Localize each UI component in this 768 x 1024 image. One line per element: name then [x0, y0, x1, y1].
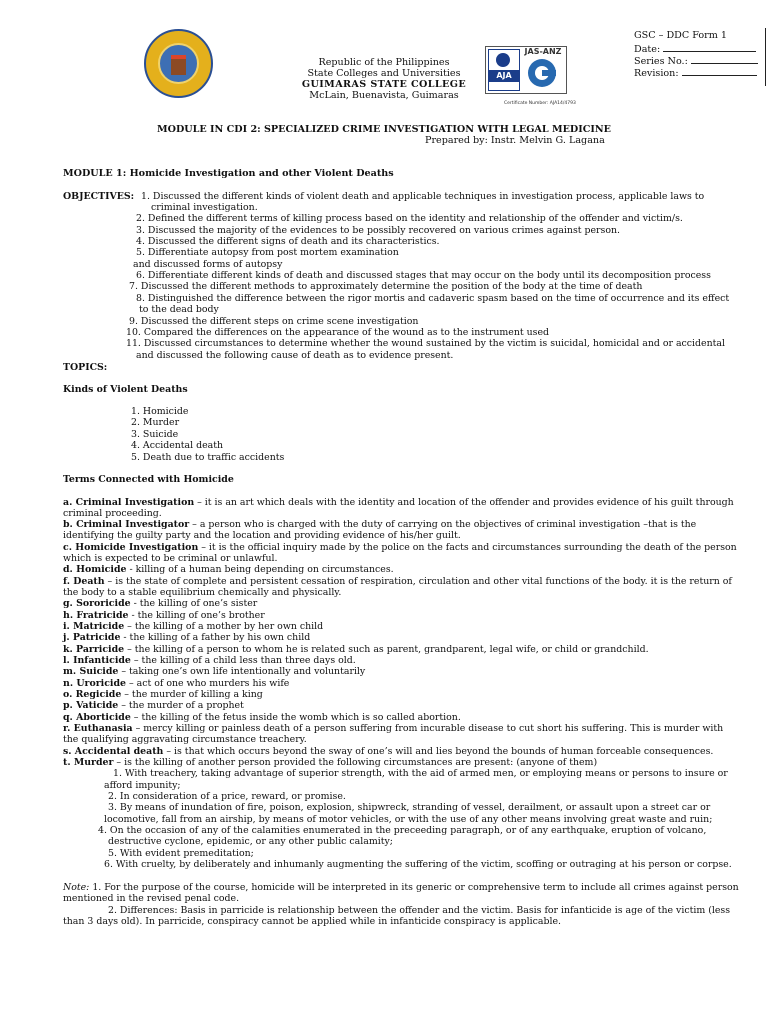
cert-number: Certificate Number: AJA14/4793	[504, 101, 576, 106]
term-line: identifying the guilty party and the location and providing evidence of his/her guilt.	[63, 530, 461, 541]
header-address: McLain, Buenavista, Guimaras	[309, 90, 459, 101]
objective-item: 9. Discussed the different steps on crime scene investigation	[129, 316, 419, 327]
term-line: l. Infanticide – the killing of a child less than three days old.	[63, 655, 356, 666]
term-line: c. Homicide Investigation – it is the official inquiry made by the police on the facts and circumstances surrounding the death of the person	[63, 542, 737, 553]
objective-item: criminal investigation.	[151, 202, 258, 213]
term-line: m. Suicide – taking one’s own life intentionally and voluntarily	[63, 666, 366, 677]
circumstance-line: 5. With evident premeditation;	[108, 848, 254, 859]
objective-item: 7. Discussed the different methods to approximately determine the position of the body at the time of death	[129, 281, 643, 292]
term-line: j. Patricide - the killing of a father by his own child	[63, 632, 311, 643]
objective-item: 1. Discussed the different kinds of violent death and applicable techniques in investigation process, applicable laws to	[141, 191, 705, 202]
kind-item: 5. Death due to traffic accidents	[131, 452, 285, 463]
term-line: f. Death – is the state of complete and persistent cessation of respiration, circulation and other vital functions of the body. it is the return of	[63, 576, 732, 587]
objectives-label: OBJECTIVES:	[63, 191, 135, 202]
circumstance-line: locomotive, fall from an airship, by means of motor vehicles, or with the use of any other means involving great waste and ruin;	[104, 814, 713, 825]
note-label: Note:	[63, 882, 90, 893]
objective-item: and discussed the following cause of death as to evidence present.	[136, 350, 454, 361]
term-line: k. Parricide – the killing of a person to whom he is related such as parent, grandparent, legal wife, or child or grandchild.	[63, 644, 649, 655]
term-line: q. Aborticide – the killing of the fetus inside the womb which is so called abortion.	[63, 712, 461, 723]
circumstance-line: 3. By means of inundation of fire, poison, explosion, shipwreck, stranding of vessel, derailment, or assault upon a street car or	[108, 802, 711, 813]
jas-anz-label: JAS-ANZ	[524, 47, 562, 56]
header-college: GUIMARAS STATE COLLEGE	[301, 79, 467, 90]
term-line: r. Euthanasia – mercy killing or painless death of a person suffering from incurable disease to cut short his suffering. This is murder with	[63, 723, 724, 734]
circumstance-line: 6. With cruelty, by deliberately and inhumanly augmenting the suffering of the victim, scoffing or outraging at his person or corpse.	[104, 859, 732, 870]
note-line: Note: 1. For the purpose of the course, homicide will be interpreted in its generic or comprehensive term to include all crimes against person	[63, 882, 739, 893]
term-line: h. Fratricide - the killing of one’s brother	[63, 610, 265, 621]
circumstance-line: 4. On the occasion of any of the calamities enumerated in the preceeding paragraph, or of any earthquake, eruption of volcano,	[98, 825, 707, 836]
form-series-field	[691, 54, 758, 64]
prepared-by: Prepared by: Instr. Melvin G. Lagana	[425, 135, 605, 146]
form-date-field	[663, 42, 756, 52]
note-line: mentioned in the revised penal code.	[63, 893, 240, 904]
form-date-row: Date:	[634, 42, 756, 56]
objective-item: 3. Discussed the majority of the evidences to be possibly recovered on various crimes against person.	[136, 225, 621, 236]
circumstance-line: 2. In consideration of a price, reward, or promise.	[108, 791, 346, 802]
kinds-heading: Kinds of Violent Deaths	[63, 384, 188, 395]
topics-label: TOPICS:	[63, 362, 108, 373]
note-line: 2. Differences: Basis in parricide is relationship between the offender and the victim. Basis for infanticide is age of the victim (less	[108, 905, 731, 916]
module-heading: MODULE 1: Homicide Investigation and other Violent Deaths	[63, 168, 394, 179]
term-line: o. Regicide – the murder of killing a king	[63, 689, 263, 700]
document-title: MODULE IN CDI 2: SPECIALIZED CRIME INVESTIGATION WITH LEGAL MEDICINE	[157, 124, 611, 135]
circumstance-line: destructive cyclone, epidemic, or any other public calamity;	[108, 836, 393, 847]
objective-item: 10. Compared the differences on the appearance of the wound as to the instrument used	[126, 327, 550, 338]
term-line: which is expected to be criminal or unlawful.	[63, 553, 278, 564]
term-line: p. Vaticide – the murder of a prophet	[63, 700, 244, 711]
kind-item: 4. Accidental death	[131, 440, 224, 451]
certification-logos	[485, 46, 567, 94]
term-line: b. Criminal Investigator – a person who is charged with the duty of carrying on the objectives of criminal investigation –that is the	[63, 519, 697, 530]
header-country: Republic of the Philippines	[318, 57, 450, 68]
form-revision-row: Revision:	[634, 66, 757, 80]
term-line: a. Criminal Investigation – it is an art which deals with the identity and location of the offender and provides evidence of his guilt through	[63, 497, 734, 508]
header-system: State Colleges and Universities	[307, 68, 461, 79]
circumstance-line: 1. With treachery, taking advantage of superior strength, with the aid of armed men, or employing means or persons to insure or	[113, 768, 728, 779]
form-series-row: Series No.:	[634, 54, 758, 68]
term-line: criminal proceeding.	[63, 508, 162, 519]
term-line: g. Sororicide - the killing of one’s sister	[63, 598, 258, 609]
objective-item: 11. Discussed circumstances to determine whether the wound sustained by the victim is suicidal, homicidal and or accidental	[126, 338, 725, 349]
objective-item: to the dead body	[139, 304, 219, 315]
objective-item: 4. Discussed the different signs of death and its characteristics.	[136, 236, 440, 247]
circumstance-line: afford impunity;	[104, 780, 181, 791]
form-code: GSC – DDC Form 1	[634, 30, 727, 41]
kind-item: 2. Murder	[131, 417, 180, 428]
aja-badge: AJA	[488, 49, 520, 91]
term-line: n. Uroricide – act of one who murders his wife	[63, 678, 290, 689]
objective-item: and discussed forms of autopsy	[133, 259, 283, 270]
term-line: t. Murder – is the killing of another person provided the following circumstances are present: (anyone of them)	[63, 757, 598, 768]
term-line: the body to a stable equilibrium chemically and physically.	[63, 587, 342, 598]
college-seal-logo	[144, 29, 213, 98]
term-line: i. Matricide – the killing of a mother by her own child	[63, 621, 324, 632]
term-line: d. Homicide - killing of a human being depending on circumstances.	[63, 564, 394, 575]
terms-heading: Terms Connected with Homicide	[63, 474, 234, 485]
objective-item: 2. Defined the different terms of killing process based on the identity and relationship of the offender and victim/s.	[136, 213, 683, 224]
objective-item: 5. Differentiate autopsy from post mortem examination	[136, 247, 399, 258]
note-line: than 3 days old). In parricide, conspiracy cannot be applied while in infanticide conspiracy is applicable.	[63, 916, 561, 927]
objective-item: 8. Distinguished the difference between the rigor mortis and cadaveric spasm based on the time of occurrence and its effect	[136, 293, 730, 304]
kind-item: 3. Suicide	[131, 429, 179, 440]
margin-line	[765, 28, 766, 86]
jas-anz-icon	[528, 59, 556, 87]
term-line: s. Accidental death – is that which occurs beyond the sway of one’s will and lies beyond the bounds of human forceable consequences.	[63, 746, 714, 757]
objective-item: 6. Differentiate different kinds of death and discussed stages that may occur on the body until its decomposition process	[136, 270, 711, 281]
kind-item: 1. Homicide	[131, 406, 189, 417]
form-revision-field	[682, 66, 757, 76]
term-line: the qualifying aggravating circumstance treachery.	[63, 734, 307, 745]
